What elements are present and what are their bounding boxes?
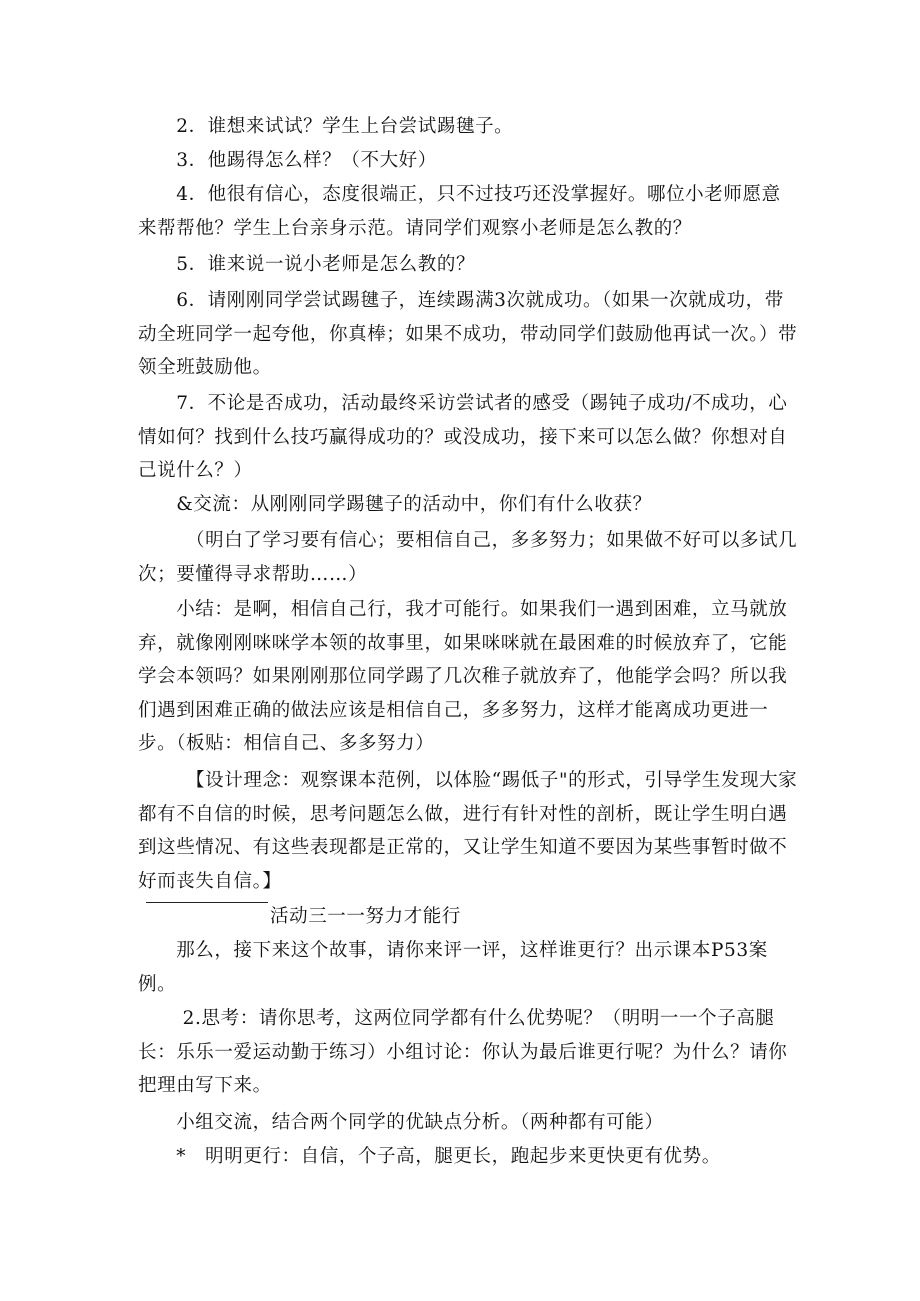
paragraph-think: 2.思考：请你思考，这两位同学都有什么优势呢？（明明一一个子高腿长：乐乐一爱运动勤于练习）小组讨论：你认为最后谁更行呢？为什么？请你把理由写下来。	[138, 1008, 788, 1096]
paragraph-story-intro: 那么，接下来这个故事，请你来评一评，这样谁更行？出示课本P53案例。	[138, 940, 768, 995]
paragraph-summary: 小结：是啊，相信自己行，我才可能行。如果我们一遇到困难，立马就放弃，就像刚刚咪咪学本领的故事里，如果咪咪就在最困难的时候放弃了，它能学会本领吗？如果刚刚那位同学踢了几次稚子就放弃了，他能学会吗？所以我们遇到困难正确的做法应该是相信自己，多多努力，这样才能离成功更进一步。（板贴：相信自己、多多努力）	[138, 599, 788, 754]
activity-heading-underline	[146, 902, 268, 903]
paragraph-step-2: 2．谁想来试试？学生上台尝试踢毽子。	[138, 116, 514, 137]
paragraph-mingming: * 明明更行：自信，个子高，腿更长，跑起步来更快更有优势。	[138, 1146, 721, 1167]
paragraph-step-7: 7．不论是否成功，活动最终采访尝试者的感受（踢钝子成功/不成功，心情如何？找到什么技巧赢得成功的？或没成功，接下来可以怎么做？你想对自己说什么？）	[138, 393, 788, 481]
paragraph-step-3: 3．他踢得怎么样？（不大好）	[138, 150, 437, 171]
activity-three-heading: 活动三一一努力才能行	[270, 906, 462, 927]
paragraph-exchange-answers: （明白了学习要有信心；要相信自己，多多努力；如果做不好可以多试几次；要懂得寻求帮助……）	[138, 530, 798, 585]
paragraph-group-exchange: 小组交流，结合两个同学的优缺点分析。（两种都有可能）	[138, 1112, 664, 1133]
paragraph-exchange: &交流：从刚刚同学踢毽子的活动中，你们有什么收获？	[138, 494, 652, 515]
paragraph-step-4: 4．他很有信心，态度很端正，只不过技巧还没掌握好。哪位小老师愿意来帮帮他？学生上台亲身示范。请同学们观察小老师是怎么教的？	[138, 184, 781, 239]
paragraph-step-5: 5．谁来说一说小老师是怎么教的？	[138, 254, 476, 275]
paragraph-step-6: 6．请刚刚同学尝试踢毽子，连续踢满3次就成功。（如果一次就成功，带动全班同学一起夸他，你真棒；如果不成功，带动同学们鼓励他再试一次。）带领全班鼓励他。	[138, 290, 798, 378]
paragraph-design-concept: 【设计理念：观察课本范例，以体脸“踢低子"的形式，引导学生发现大家都有不自信的时候，思考问题怎么做，进行有针对性的剖析，既让学生明白遇到这些情况、有这些表现都是正常的，又让学生知道不要因为某些事暂时做不好而丧失自信。】	[138, 770, 798, 892]
